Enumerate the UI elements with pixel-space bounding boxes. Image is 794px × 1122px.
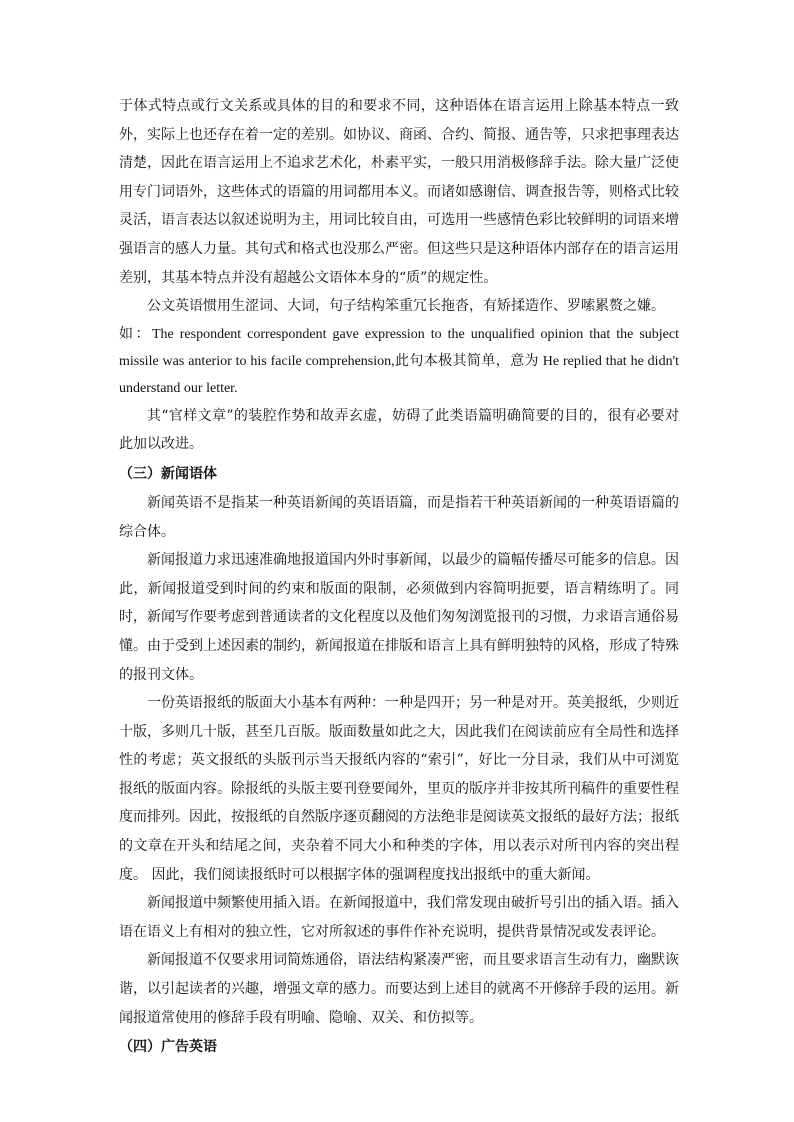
section-heading-news-style: （三）新闻语体 [119, 465, 217, 482]
paragraph-news-reporting-features: 新闻报道力求迅速准确地报道国内外时事新闻，以最少的篇幅传播尽可能多的信息。因此，新闻报道受到时间的约束和版面的限制，必须做到内容简明扼要，语言精练明了。同时，新闻写作要考虑到普通读者的文化程度以及他们匆匆浏览报刊的习惯，力求语言通俗易懂。由于受到上述因素的制约，新闻报道在排版和语言上具有鲜明独特的风格，形成了特殊的报刊文体。 [119, 552, 679, 683]
paragraph-official-style-improvement: 其“官样文章”的装腔作势和故弄玄虚，妨碍了此类语篇明确简要的目的，很有必要对此加以改进。 [119, 407, 679, 453]
paragraph-rhetorical-devices: 新闻报道不仅要求用词简炼通俗，语法结构紧凑严密，而且要求语言生动有力，幽默诙谐，以引起读者的兴趣，增强文章的感力。而要达到上述目的就离不开修辞手段的运用。新闻报道常使用的修辞手段有明喻、隐喻、双关、和仿拟等。 [119, 952, 679, 1026]
paragraph-news-english-definition: 新闻英语不是指某一种英语新闻的英语语篇，而是指若干种英语新闻的一种英语语篇的综合体。 [119, 494, 679, 540]
paragraph-official-english-wordiness: 公文英语惯用生涩词、大词，句子结构笨重冗长拖沓，有矫揉造作、罗嗦累赘之嫌。 [147, 298, 665, 315]
paragraph-official-style-variation: 于体式特点或行文关系或具体的目的和要求不同，这种语体在语言运用上除基本特点一致外，实际上也还存在着一定的差别。如协议、商函、合约、简报、通告等，只求把事理表达清楚，因此在语言运用上不追求艺术化，朴素平实，一般只用消极修辞手法。除大量广泛使用专门词语外，这些体式的语篇的用词都用本义。而诸如感谢信、调查报告等，则格式比较灵活，语言表达以叙述说明为主，用词比较自由，可选用一些感情色彩比较鲜明的词语来增强语言的感人力量。其句式和格式也没那么严密。但这些只是这种语体内部存在的语言运用差别，其基本特点并没有超越公文语体本身的“质”的规定性。 [119, 98, 679, 286]
paragraph-newspaper-layout: 一份英语报纸的版面大小基本有两种：一种是四开；另一种是对开。英美报纸，少则近十版，多则几十版，甚至几百版。版面数量如此之大，因此我们在阅读前应有全局性和选择性的考虑；英文报纸的头版刊示当天报纸内容的“索引”，好比一分目录，我们从中可浏览报纸的版面内容。除报纸的头版主要刊登要闻外，里页的版序并非按其所刊稿件的重要性程度而排列。因此，按报纸的自然版序逐页翻阅的方法绝非是阅读英文报纸的最好方法；报纸的文章在开头和结尾之间，夹杂着不同大小和种类的字体，用以表示对所刊内容的突出程度。 因此，我们阅读报纸时可以根据字体的强调程度找出报纸中的重大新闻。 [119, 695, 679, 883]
section-heading-advertising-english: （四）广告英语 [119, 1039, 217, 1056]
paragraph-parenthetical-usage: 新闻报道中频繁使用插入语。在新闻报道中，我们常发现由破折号引出的插入语。插入语在语义上有相对的独立性，它对所叙述的事件作补充说明，提供背景情况或发表评论。 [119, 895, 679, 940]
paragraph-official-english-example: 如：The respondent correspondent gave expression to the unqualified opinion that the subject missile was anterior to his facile comprehension,此句本极其简单，意为 He replied that he didn't understand our letter. [119, 326, 679, 396]
document-body [119, 92, 679, 1062]
